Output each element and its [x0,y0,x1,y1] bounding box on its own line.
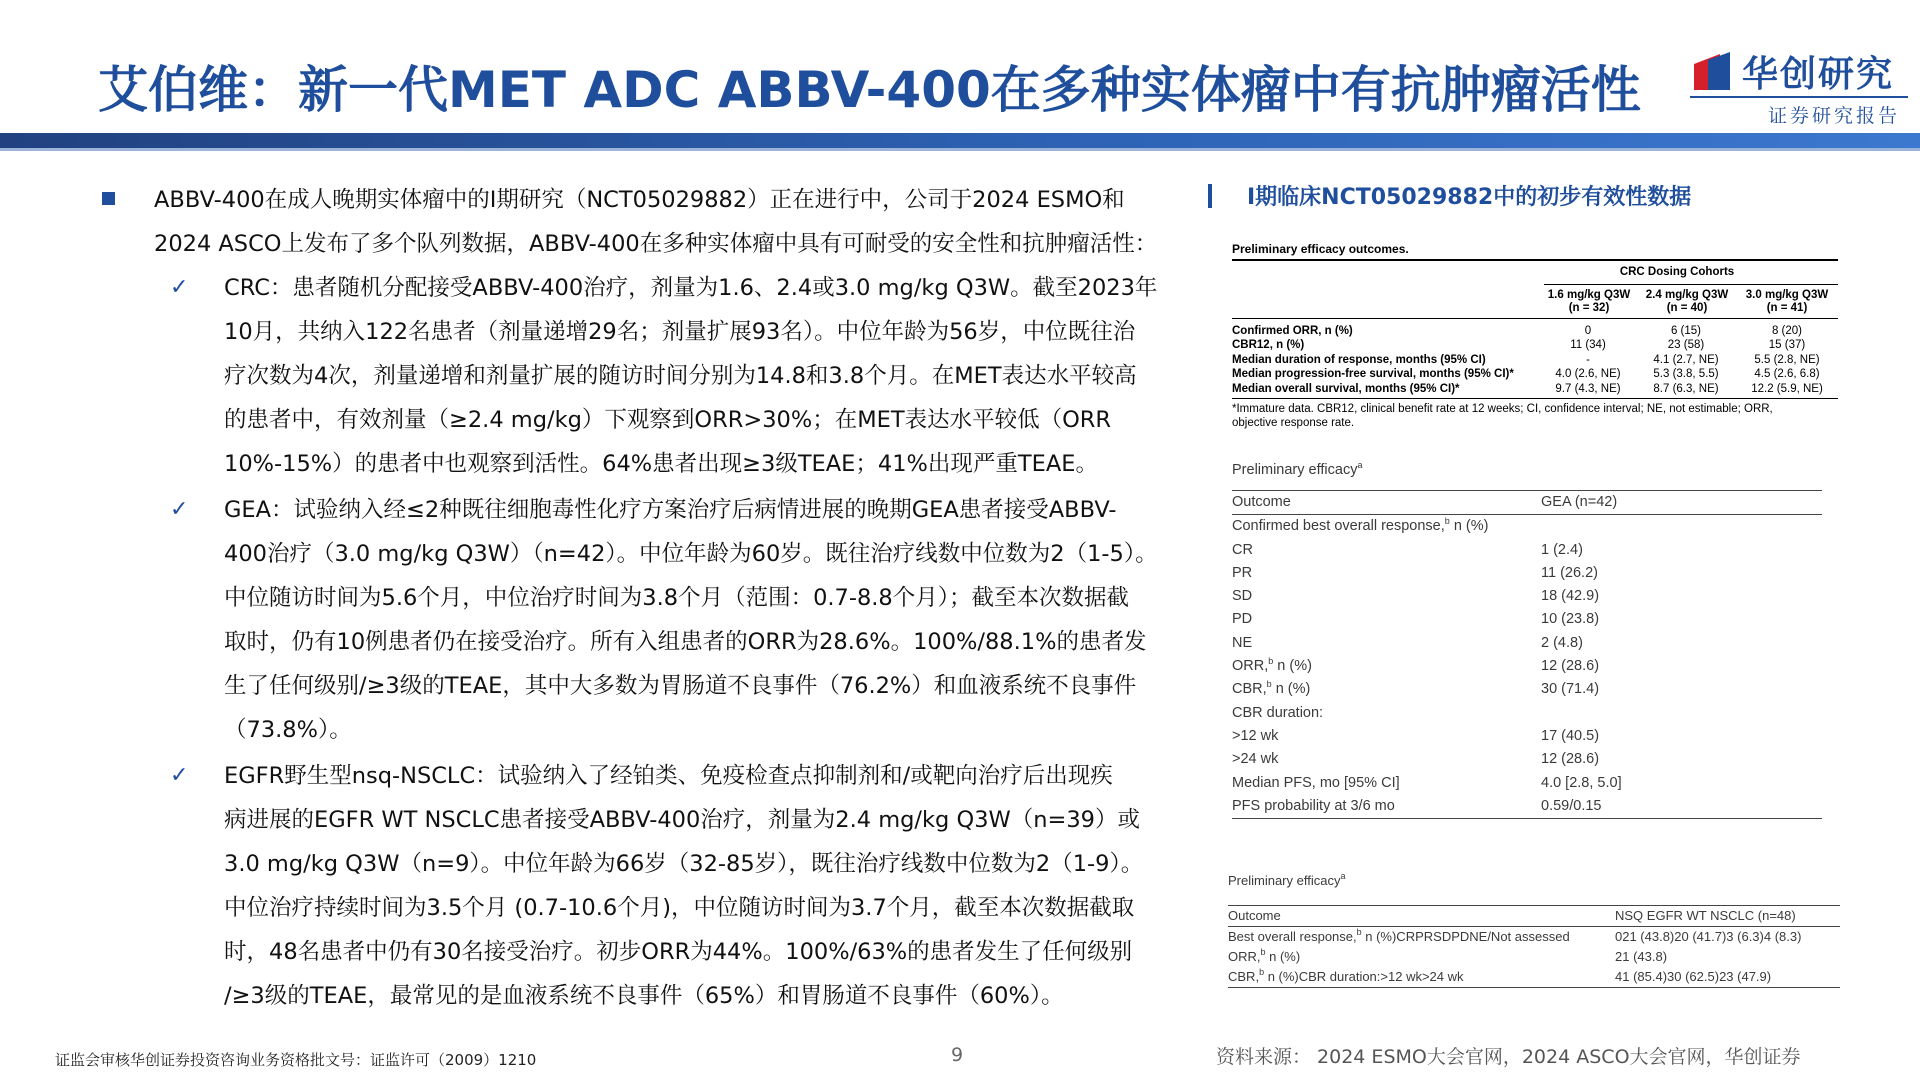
table-row [1232,367,1838,381]
column-header-dose: 1.6 mg/kg Q3W [1547,288,1631,301]
row-label-text: Median PFS, mo [95% CI] [1232,774,1400,791]
intro-paragraph [100,178,1195,266]
row-label-suffix: n (%) [1265,949,1301,964]
table-header [1232,491,1822,514]
table-cell: 021 (43.8)20 (41.7)3 (6.3)4 (8.3) [1615,929,1802,944]
row-label-superscript: b [1356,927,1362,937]
column-header [1638,289,1736,315]
text-line: 取时，仍有10例患者仍在接受治疗。所有入组患者的ORR为28.6%。100%/88.1%的患者发 [224,629,1147,655]
text-line: 时，48名患者中仍有30名接受治疗。初步ORR为44%。100%/63%的患者发生了任何级别 [224,939,1133,965]
text-line: 疗次数为4次，剂量递增和剂量扩展的随访时间分别为14.8和3.8个月。在MET表达水平较高 [224,363,1137,389]
row-label [1228,967,1464,987]
caption-superscript: a [1357,460,1363,470]
row-label-suffix: n (%)CBR duration:>12 wk>24 wk [1264,969,1464,984]
column-header-n: (n = 32) [1568,301,1610,314]
table-row [1232,702,1822,725]
table-row [1232,324,1838,338]
license-note: 证监会审核华创证券投资咨询业务资格批文号：证监许可（2009）1210 [55,1051,537,1069]
row-label-superscript: b [1266,679,1272,690]
column-header-n: (n = 41) [1766,301,1808,314]
footnote-line: objective response rate. [1232,416,1355,429]
table-cell: 41 (85.4)30 (62.5)23 (47.9) [1615,969,1772,984]
table-cell: 11 (26.2) [1541,564,1598,581]
row-label-text: SD [1232,588,1253,605]
text-line: 中位治疗持续时间为3.5个月 (0.7-10.6个月)，中位随访时间为3.7个月，截至本次数据截取 [224,895,1135,921]
row-label-text: CR [1232,541,1253,558]
row-label [1232,678,1310,701]
table-row [1232,632,1822,655]
table-body [1232,515,1822,818]
table-cell: 21 (43.8) [1615,949,1668,964]
row-label [1232,795,1395,818]
table-body [1228,927,1840,987]
caption-superscript: a [1340,871,1346,881]
column-header: Outcome [1232,494,1291,510]
text-line: GEA：试验纳入经≤2种既往细胞毒性化疗方案治疗后病情进展的晚期GEA患者接受ABBV- [224,497,1117,523]
table-row [1232,655,1822,678]
gea-efficacy-table [1232,460,1822,819]
gea-paragraph [100,488,1195,752]
brand-logo [1690,44,1910,130]
row-label-superscript: b [1259,967,1265,977]
table-rule [1228,987,1840,988]
table-cell: 8.7 (6.3, NE) [1653,382,1719,395]
table-cell: 8 (20) [1771,325,1803,337]
text-line: （73.8%）。 [224,717,352,743]
section-title-marker [1208,184,1212,208]
checkmark-icon: ✓ [170,763,189,788]
table-rule [1232,818,1822,819]
table-cell: 10 (23.8) [1541,611,1600,628]
section-title: I期临床NCT05029882中的初步有效性数据 [1247,185,1692,210]
table-rule [1544,284,1838,285]
table-row [1232,382,1838,396]
header-band-accent [0,148,1920,151]
page-title: 艾伯维：新一代MET ADC ABBV-400在多种实体瘤中有抗肿瘤活性 [98,61,1641,119]
page-number: 9 [951,1044,964,1066]
row-label-text: CBR, [1228,969,1260,984]
nsclc-paragraph [100,754,1195,1018]
row-label [1232,655,1312,678]
text-line: ABBV-400在成人晚期实体瘤中的I期研究（NCT05029882）正在进行中，公司于2024 ESMO和 [154,187,1125,213]
row-label: Confirmed ORR, n (%) [1232,325,1353,337]
row-label [1232,539,1253,562]
left-column [100,178,1195,1018]
table-footnote [1232,403,1838,430]
table-row [1232,539,1822,562]
text-line: 400治疗（3.0 mg/kg Q3W）（n=42）。中位年龄为60岁。既往治疗线数中位数为2（1-5）。 [224,541,1158,567]
table-row [1232,725,1822,748]
data-source: 资料来源： 2024 ESMO大会官网，2024 ASCO大会官网，华创证券 [1216,1046,1801,1068]
row-label [1228,927,1570,947]
text-line: 10月，共纳入122名患者（剂量递增29名；剂量扩展93名）。中位年龄为56岁，中位既往治 [224,319,1136,345]
footnote-line: *Immature data. CBR12, clinical benefit rate at 12 weeks; CI, confidence interval; NE, not estimable; ORR, [1232,403,1773,416]
table-cell: 4.1 (2.7, NE) [1653,353,1719,366]
table-cell: 17 (40.5) [1541,727,1600,744]
table-cell: 11 (34) [1570,339,1606,352]
square-bullet-icon [102,192,115,205]
crc-paragraph [100,266,1195,486]
row-label [1232,562,1252,585]
table-cell: 1 (2.4) [1541,541,1583,558]
row-label-suffix: n (%) [1273,658,1312,675]
row-label-text: PFS probability at 3/6 mo [1232,797,1395,814]
logo-divider [1690,96,1908,98]
row-label [1232,515,1488,538]
table-cell: 0.59/0.15 [1541,797,1602,814]
row-label-text: >12 wk [1232,727,1279,744]
table-cell: 15 (37) [1768,339,1806,352]
row-label-text: PR [1232,564,1253,581]
table-row [1228,947,1840,967]
row-label-text: ORR, [1228,949,1261,964]
table-row [1232,585,1822,608]
table-caption: Preliminary efficacy outcomes. [1232,242,1409,256]
table-row [1232,338,1838,352]
column-header [1738,289,1836,315]
row-label-suffix: n (%) [1449,518,1489,535]
text-line: 的患者中，有效剂量（≥2.4 mg/kg）下观察到ORR>30%；在MET表达水平较低（ORR [224,407,1112,433]
text-line: 2024 ASCO上发布了多个队列数据，ABBV-400在多种实体瘤中具有可耐受的安全性和抗肿瘤活性： [154,231,1158,257]
row-label-superscript: b [1444,516,1450,527]
table-cell: 23 (58) [1667,339,1705,352]
text-line: /≥3级的TEAE，最常见的是血液系统不良事件（65%）和胃肠道不良事件（60%）。 [224,983,1064,1009]
row-label-text: Best overall response, [1228,929,1357,944]
text-line: 中位随访时间为5.6个月，中位治疗时间为3.8个月（范围：0.7-8.8个月）；截至本次数据截 [224,585,1130,611]
row-label: Median duration of response, months (95% CI) [1232,353,1486,366]
table-row [1228,967,1840,987]
text-line: CRC：患者随机分配接受ABBV-400治疗，剂量为1.6、2.4或3.0 mg/kg Q3W。截至2023年 [224,275,1158,301]
column-header: Outcome [1228,908,1281,923]
table-cell: 5.5 (2.8, NE) [1754,353,1820,366]
row-label: Median overall survival, months (95% CI)* [1232,382,1460,395]
logo-mark-icon [1690,50,1734,94]
table-header [1232,261,1838,318]
row-label [1228,947,1300,967]
column-header: GEA (n=42) [1541,494,1618,510]
table-cell: 12.2 (5.9, NE) [1751,382,1823,395]
row-label: Median progression-free survival, months (95% CI)* [1232,368,1514,381]
checkmark-icon: ✓ [170,275,189,300]
table-row [1232,748,1822,771]
row-label [1232,585,1252,608]
table-cell: 4.5 (2.6, 6.8) [1754,368,1820,381]
header-band [0,133,1920,148]
table-cell: 12 (28.6) [1541,751,1600,768]
row-label-text: >24 wk [1232,751,1279,768]
column-header: NSQ EGFR WT NSCLC (n=48) [1615,908,1796,923]
table-row [1232,515,1822,538]
table-header [1228,906,1840,926]
row-label [1232,772,1400,795]
row-label-text: PD [1232,611,1253,628]
crc-efficacy-table [1232,242,1838,430]
row-label-text: ORR, [1232,658,1269,675]
caption-text: Preliminary efficacy [1228,873,1341,888]
checkmark-icon: ✓ [170,497,189,522]
column-group-header: CRC Dosing Cohorts [1619,265,1735,278]
row-label-superscript: b [1268,656,1274,667]
row-label [1232,632,1252,655]
table-cell: 4.0 (2.6, NE) [1555,368,1621,381]
table-row [1232,353,1838,367]
table-cell: 4.0 [2.8, 5.0] [1541,774,1622,791]
nsclc-efficacy-table [1228,872,1840,988]
table-rule [1232,398,1838,400]
table-row [1232,772,1822,795]
row-label-suffix: n (%) [1271,681,1311,698]
table-cell: 0 [1584,325,1592,337]
row-label-suffix: n (%)CRPRSDPDNE/Not assessed [1361,929,1570,944]
text-line: 10%-15%）的患者中也观察到活性。64%患者出现≥3级TEAE；41%出现严重TEAE。 [224,451,1098,477]
logo-text: 华创研究 [1742,54,1895,95]
row-label-superscript: b [1260,947,1266,957]
row-label [1232,748,1278,771]
text-line: 病进展的EGFR WT NSCLC患者接受ABBV-400治疗，剂量为2.4 mg/kg Q3W（n=39）或 [224,807,1140,833]
table-row [1232,678,1822,701]
caption-text: Preliminary efficacy [1232,462,1358,478]
table-row [1232,608,1822,631]
table-caption [1228,872,1840,890]
logo-subtitle: 证券研究报告 [1767,105,1900,127]
row-label-text: Confirmed best overall response, [1232,518,1445,535]
row-label-text: NE [1232,634,1253,651]
table-cell: 5.3 (3.8, 5.5) [1653,368,1719,381]
row-label [1232,608,1252,631]
column-header-dose: 2.4 mg/kg Q3W [1645,288,1729,301]
table-row [1232,795,1822,818]
table-row [1228,927,1840,947]
table-cell: 12 (28.6) [1541,658,1600,675]
column-header-dose: 3.0 mg/kg Q3W [1745,288,1829,301]
row-label-text: CBR, [1232,681,1267,698]
table-row [1232,562,1822,585]
table-cell: 18 (42.9) [1541,588,1600,605]
column-header [1540,289,1638,315]
text-line: EGFR野生型nsq-NSCLC：试验纳入了经铂类、免疫检查点抑制剂和/或靶向治疗后出现疾 [224,763,1113,789]
row-label-text: CBR duration: [1232,704,1324,721]
text-line: 3.0 mg/kg Q3W（n=9）。中位年龄为66岁（32-85岁），既往治疗线数中位数为2（1-9）。 [224,851,1144,877]
table-cell: 30 (71.4) [1541,681,1600,698]
table-cell: 9.7 (4.3, NE) [1555,382,1621,395]
row-label: CBR12, n (%) [1232,339,1305,352]
table-cell: - [1586,353,1590,366]
column-header-n: (n = 40) [1666,301,1708,314]
text-line: 生了任何级别/≥3级的TEAE，其中大多数为胃肠道不良事件（76.2%）和血液系统不良事件 [224,673,1137,699]
row-label [1232,725,1278,748]
table-body [1232,319,1838,398]
table-caption [1232,460,1822,480]
table-cell: 2 (4.8) [1541,634,1583,651]
row-label [1232,702,1323,725]
table-cell: 6 (15) [1670,325,1702,337]
